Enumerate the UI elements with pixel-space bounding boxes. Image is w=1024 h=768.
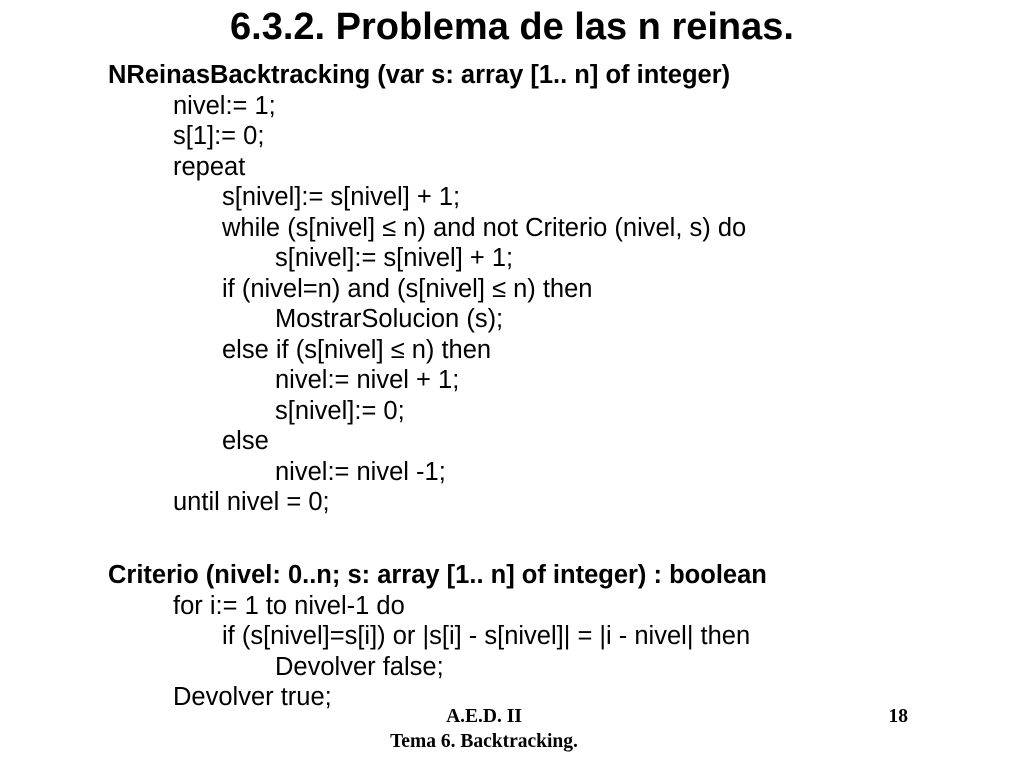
procedure-header: NReinasBacktracking (var s: array [1.. n] of integer) (108, 61, 731, 89)
code-line: nivel:= 1; (173, 91, 276, 120)
procedure-nreinas-backtracking (0, 60, 1024, 518)
code-line: until nivel = 0; (173, 488, 330, 516)
code-line: Devolver false; (275, 652, 444, 681)
code-line: s[nivel]:= s[nivel] + 1; (222, 183, 461, 211)
footer-course: A.E.D. II (446, 706, 522, 727)
code-line: if (s[nivel]=s[i]) or |s[i] - s[nivel]| = |i - nivel| then (222, 622, 751, 650)
slide-title: 6.3.2. Problema de las n reinas. (230, 6, 794, 48)
code-line: nivel:= nivel + 1; (275, 366, 460, 394)
code-line: else if (s[nivel] ≤ n) then (222, 335, 492, 364)
code-line: repeat (173, 152, 246, 181)
footer-page-number: 18 (888, 706, 908, 727)
code-line: else (222, 427, 269, 455)
code-line: Devolver true; (173, 683, 332, 711)
code-line: s[1]:= 0; (173, 122, 265, 150)
code-line: if (nivel=n) and (s[nivel] ≤ n) then (222, 274, 593, 303)
procedure-header: Criterio (nivel: 0..n; s: array [1.. n] of integer) : boolean (108, 561, 767, 589)
procedure-criterio (0, 560, 1024, 713)
code-line: nivel:= nivel -1; (275, 457, 446, 486)
footer-topic: Tema 6. Backtracking. (390, 731, 578, 752)
code-line: MostrarSolucion (s); (275, 305, 504, 333)
code-line: for i:= 1 to nivel-1 do (173, 591, 405, 620)
code-line: s[nivel]:= 0; (275, 396, 405, 425)
code-line: s[nivel]:= s[nivel] + 1; (275, 244, 514, 272)
code-line: while (s[nivel] ≤ n) and not Criterio (nivel, s) do (222, 213, 747, 242)
